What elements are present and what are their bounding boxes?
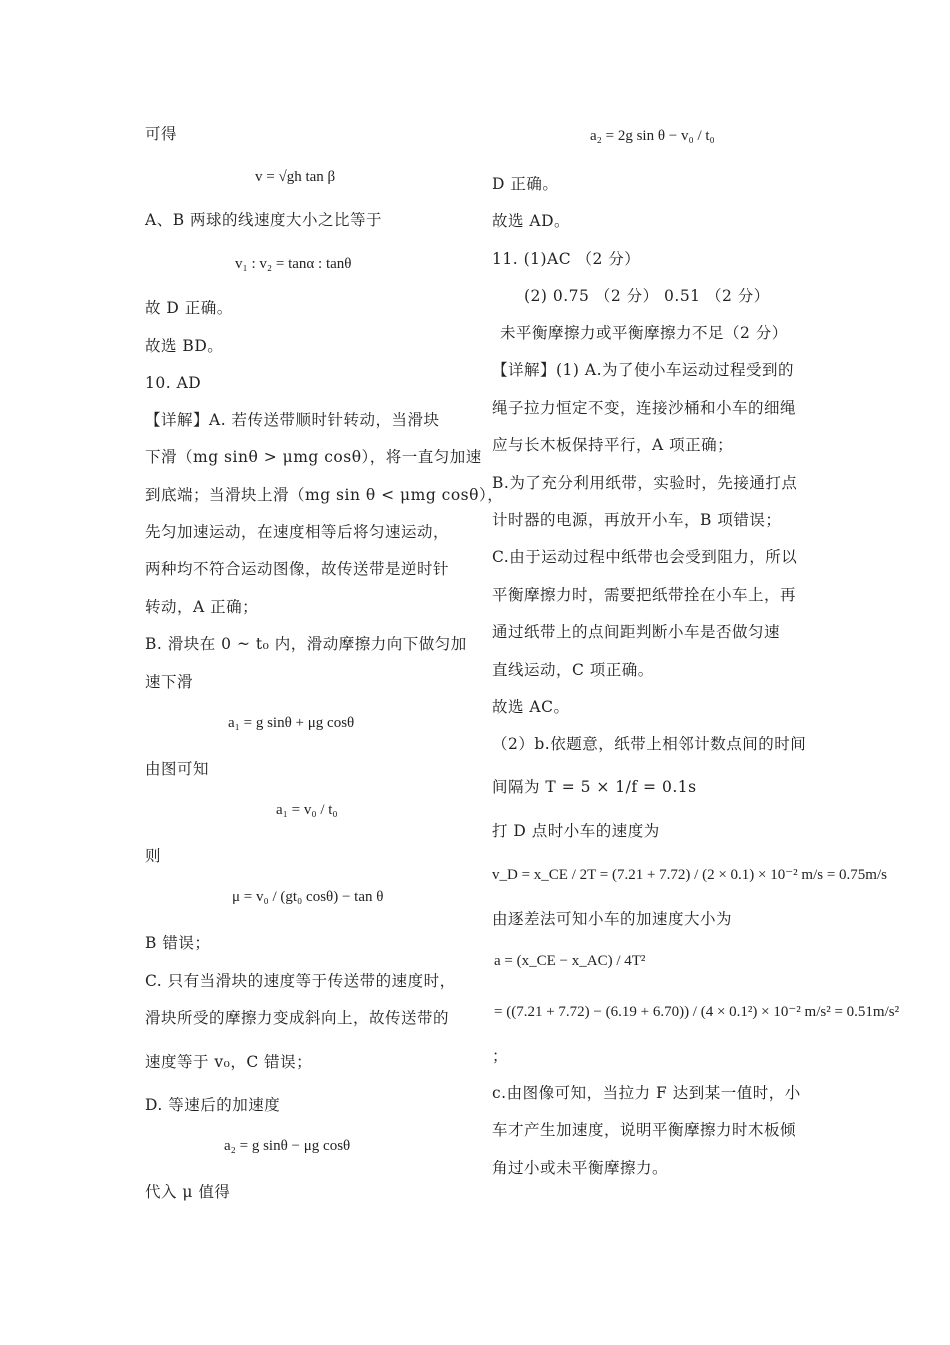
text-line: c.由图像可知，当拉力 F 达到某一值时，小 xyxy=(492,1084,801,1102)
text-line: 由图可知 xyxy=(145,760,210,778)
formula-a-value: = ((7.21 + 7.72) − (6.19 + 6.70)) / (4 × 0.1²) × 10⁻² m/s² = 0.51m/s² xyxy=(494,1004,900,1020)
answer-line: (2) 0.75 （2 分） 0.51 （2 分） xyxy=(524,287,770,305)
text-line: C.由于运动过程中纸带也会受到阻力，所以 xyxy=(492,548,798,566)
text-line: 两种均不符合运动图像，故传送带是逆时针 xyxy=(145,560,450,578)
text-line: 角过小或未平衡摩擦力。 xyxy=(492,1159,669,1177)
text-line: B. 滑块在 0 ~ t₀ 内，滑动摩擦力向下做匀加 xyxy=(145,635,467,653)
text-line: 平衡摩擦力时，需要把纸带拴在小车上，再 xyxy=(492,586,797,604)
text-line: B.为了充分利用纸带，实验时，先接通打点 xyxy=(492,474,798,492)
text-line: C. 只有当滑块的速度等于传送带的速度时， xyxy=(145,972,456,990)
formula-a-difference: a = (x_CE − x_AC) / 4T² xyxy=(494,953,646,969)
text-line: 到底端；当滑块上滑（mg sin θ < μmg cosθ）， xyxy=(145,486,504,504)
question-number: 11. (1)AC （2 分） xyxy=(492,250,641,268)
formula-a1: a₁ = g sinθ + μg cosθ xyxy=(228,715,355,731)
answer-line: 未平衡摩擦力或平衡摩擦力不足（2 分） xyxy=(500,324,788,342)
formula-a1-fraction: a₁ = v₀ / t₀ xyxy=(276,802,338,818)
text-line: 故选 BD。 xyxy=(145,337,224,355)
text-line: B 错误； xyxy=(145,934,211,952)
formula-velocity: v = √gh tan β xyxy=(255,169,336,185)
formula-ratio: v₁ : v₂ = tanα : tanθ xyxy=(235,256,352,272)
text-line: 先匀加速运动，在速度相等后将匀速运动， xyxy=(145,523,450,541)
formula-a2-result: a₂ = 2g sin θ − v₀ / t₀ xyxy=(590,128,715,144)
text-line: （2）b.依题意，纸带上相邻计数点间的时间 xyxy=(492,735,807,753)
text-line: 绳子拉力恒定不变，连接沙桶和小车的细绳 xyxy=(492,399,797,417)
text-line: 可得 xyxy=(145,125,178,143)
text-line: 代入 μ 值得 xyxy=(145,1183,231,1201)
text-line: A、B 两球的线速度大小之比等于 xyxy=(145,211,383,229)
text-line: D. 等速后的加速度 xyxy=(145,1096,281,1114)
text-line: 速度等于 v₀，C 错误； xyxy=(145,1053,313,1071)
text-line: 间隔为 T = 5 × 1/f = 0.1s xyxy=(492,778,697,796)
formula-vd: v_D = x_CE / 2T = (7.21 + 7.72) / (2 × 0.1) × 10⁻² m/s = 0.75m/s xyxy=(492,867,887,883)
text-line: 车才产生加速度，说明平衡摩擦力时木板倾 xyxy=(492,1121,797,1139)
text-line: 下滑（mg sinθ > μmg cosθ），将一直匀加速 xyxy=(145,448,482,466)
formula-mu: μ = v₀ / (gt₀ cosθ) − tan θ xyxy=(232,889,384,905)
text-line: 故 D 正确。 xyxy=(145,299,233,317)
text-line: 由逐差法可知小车的加速度大小为 xyxy=(492,910,733,928)
text-line: 【详解】(1) A.为了使小车运动过程受到的 xyxy=(492,361,795,379)
text-line: 通过纸带上的点间距判断小车是否做匀速 xyxy=(492,623,781,641)
text-line: 故选 AD。 xyxy=(492,212,571,230)
text-line: 则 xyxy=(145,847,162,865)
text-line: 速下滑 xyxy=(145,673,194,691)
text-line: 转动，A 正确； xyxy=(145,598,259,616)
text-line: 滑块所受的摩擦力变成斜向上，故传送带的 xyxy=(145,1009,450,1027)
text-line: 计时器的电源，再放开小车，B 项错误； xyxy=(492,511,782,529)
text-line: 打 D 点时小车的速度为 xyxy=(492,822,660,840)
text-line: ； xyxy=(492,1047,509,1065)
text-line: 应与长木板保持平行，A 项正确； xyxy=(492,436,734,454)
text-line: 直线运动，C 项正确。 xyxy=(492,661,654,679)
text-line: 故选 AC。 xyxy=(492,698,570,716)
formula-a2: a₂ = g sinθ − μg cosθ xyxy=(224,1138,351,1154)
question-number: 10. AD xyxy=(145,374,202,392)
text-line: 【详解】A. 若传送带顺时针转动，当滑块 xyxy=(145,411,440,429)
text-line: D 正确。 xyxy=(492,175,559,193)
